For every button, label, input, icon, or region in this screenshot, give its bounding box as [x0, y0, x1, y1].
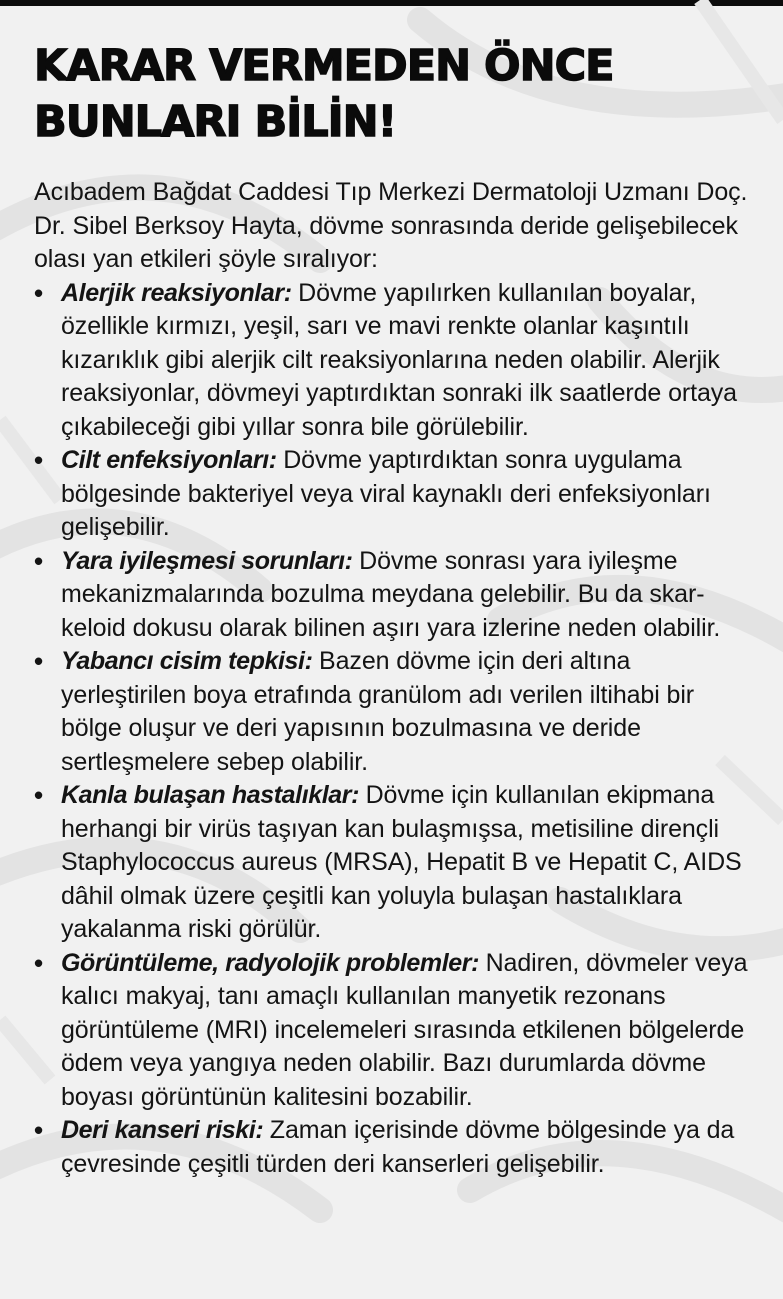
- bullet-icon: •: [34, 1115, 44, 1145]
- list-item: [34, 779, 758, 947]
- list-item: [34, 1114, 758, 1181]
- item-term: Yabancı cisim tepkisi:: [61, 647, 320, 675]
- bullet-icon: •: [34, 277, 44, 308]
- item-text: Dövme için kullanılan ekipmana herhangi bir virüs taşıyan kan bulaşmışsa, metisiline dirençli Staphylococcus aureus (MRSA), Hepatit B ve Hepatit C, AIDS dâhil olmak üzere çeşitli kan yoluyla bulaşan hastalıklara yakalanma riski görülür.: [61, 781, 742, 943]
- risk-list: [34, 277, 758, 1182]
- headline-line-2: BUNLARI BİLİN!: [34, 97, 397, 147]
- list-item: [34, 444, 758, 545]
- item-text: Bazen dövme için deri altına yerleştirilen boya etrafında granülom adı verilen iltihabi bir bölge oluşur ve deri yapısının bozulmasına ve deride sertleşmelere sebep olabilir.: [61, 647, 695, 776]
- list-item: [34, 277, 758, 445]
- item-term: Yara iyileşmesi sorunları:: [61, 546, 360, 575]
- bullet-icon: •: [34, 445, 44, 475]
- bullet-icon: •: [34, 545, 44, 576]
- item-text: Zaman içerisinde dövme bölgesinde ya da çevresinde çeşitli türden deri kanserleri gelişebilir.: [61, 1116, 735, 1178]
- item-text: Dövme yapılırken kullanılan boyalar, özellikle kırmızı, yeşil, sarı ve mavi renkte olanlar kaşıntılı kızarıklık gibi alerjik cilt reaksiyonlarına neden olabilir. Alerjik reaksiyonlar, dövmeyi yaptırdıktan sonraki ilk saatlerde ortaya çıkabileceği gibi yıllar sonra bile görülebilir.: [61, 278, 737, 441]
- bullet-icon: •: [34, 646, 44, 676]
- item-term: Cilt enfeksiyonları:: [61, 446, 284, 474]
- bullet-icon: •: [34, 780, 44, 810]
- item-term: Görüntüleme, radyolojik problemler:: [61, 948, 486, 977]
- headline: [34, 38, 758, 150]
- item-text: Dövme sonrası yara iyileşme mekanizmalarında bozulma meydana gelebilir. Bu da skar-keloid dokusu olarak bilinen aşırı yara izlerine neden olabilir.: [61, 546, 721, 642]
- bullet-icon: •: [34, 947, 44, 978]
- list-item: [34, 545, 758, 646]
- item-term: Deri kanseri riski:: [61, 1116, 270, 1144]
- item-term: Kanla bulaşan hastalıklar:: [61, 781, 366, 809]
- intro-paragraph: Acıbadem Bağdat Caddesi Tıp Merkezi Dermatoloji Uzmanı Doç. Dr. Sibel Berksoy Hayta, dövme sonrasında deride gelişebilecek olası yan etkileri şöyle sıralıyor:: [34, 178, 748, 273]
- list-item: [34, 645, 758, 779]
- list-item: [34, 947, 758, 1115]
- item-text: Nadiren, dövmeler veya kalıcı makyaj, tanı amaçlı kullanılan manyetik rezonans görüntüleme (MRI) incelemeleri sırasında etkilenen bölgelerde ödem veya yangıya neden olabilir. Bazı durumlarda dövme boyası görüntünün kalitesini bozabilir.: [61, 948, 748, 1111]
- item-term: Alerjik reaksiyonlar:: [61, 278, 299, 307]
- item-text: Dövme yaptırdıktan sonra uygulama bölgesinde bakteriyel veya viral kaynaklı deri enfeksiyonları gelişebilir.: [61, 446, 711, 541]
- headline-line-1: KARAR VERMEDEN ÖNCE: [34, 41, 614, 91]
- article-box: [34, 38, 758, 1181]
